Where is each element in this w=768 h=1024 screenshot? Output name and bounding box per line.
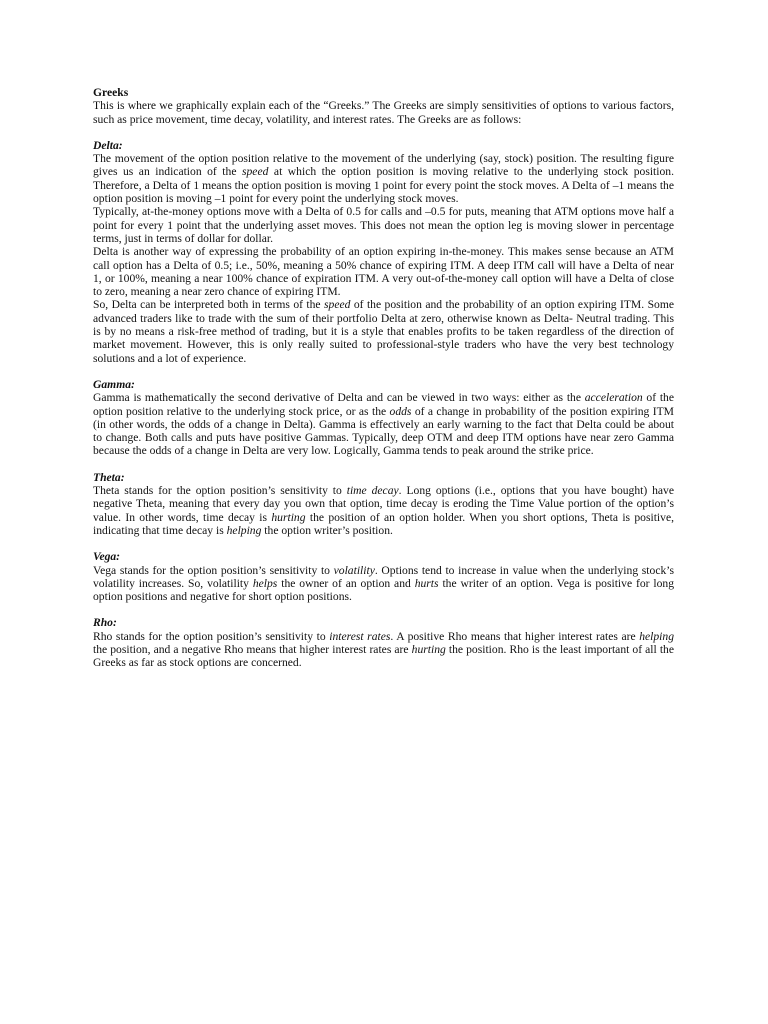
delta-paragraph-3: Delta is another way of expressing the probability of an option expiring in-the-money. This makes sense because an ATM call option has a Delta of 0.5; i.e., 50%, meaning a 50% chance of expiring ITM. A deep ITM call will have a Delta of near 1, or 100%, meaning a near 100% chance of expiration ITM. A very out-of-the-money call option will have a Delta of close to zero, meaning a near zero chance of expiring ITM. [93,245,674,299]
emphasis: helps [252,576,278,590]
text-run: . Options tend to increase in value when the underlying stock’s volatility increases. So, volatility [93,563,674,590]
gamma-heading: Gamma: [93,377,135,391]
emphasis: hurting [271,510,306,524]
emphasis: helping [226,523,262,537]
document-title: Greeks [93,86,129,99]
text-run: the option writer’s position. [261,523,393,537]
text-run: the writer of an option. Vega is positive for long option positions and negative for short option positions. [93,576,675,604]
text-run: Gamma is mathematically the second derivative of Delta and can be viewed in two ways: either as the [93,391,585,405]
delta-paragraph-1 [93,152,674,205]
delta-paragraph-2: Typically, at-the-money options move with a Delta of 0.5 for calls and –0.5 for puts, meaning that ATM options move half a point for every 1 point that the underlying asset moves. This does not mean the option leg is moving slower in percentage terms, just in terms of dollar for dollar. [93,205,674,245]
text-run: the position of an option holder. When you short options, Theta is positive, indicating that time decay is [93,510,674,537]
intro-paragraph: This is where we graphically explain each of the “Greeks.” The Greeks are simply sensitivities of options to various factors, such as price movement, time decay, volatility, and interest rates. The Greeks are as follows: [93,99,674,126]
text-run: of the option position relative to the underlying stock price, or as the [93,391,675,418]
text-run: Vega stands for the option position’s sensitivity to [93,563,334,577]
gamma-paragraph [93,391,674,457]
vega-heading: Vega: [93,550,121,564]
gamma-section [93,378,674,458]
emphasis: speed [242,165,269,179]
text-run: The movement of the option position relative to the movement of the underlying (say, stock) position. The resulting figure gives us an indication of the [93,152,674,179]
emphasis: hurting [411,642,446,656]
emphasis: acceleration [584,391,643,405]
vega-section [93,550,674,603]
emphasis: speed [324,298,351,312]
theta-section [93,471,674,537]
text-run: Rho stands for the option position’s sensitivity to [93,629,330,643]
theta-paragraph [93,484,674,537]
text-run: the position, and a negative Rho means that higher interest rates are [93,642,412,656]
text-run: of the position and the probability of an option expiring ITM. Some advanced traders like to trade with the sum of their portfolio Delta at zero, otherwise known as Delta- Neutral trading. This is by no means a risk-free method of trading, but it is a style that enables profits to be taken regardless of the direction of market movement. However, this is only really suited to professional-style traders who have the very best technology solutions and a lot of experience. [93,298,674,365]
text-run: at which the option position is moving relative to the underlying stock position. Therefore, a Delta of 1 means the option position is moving 1 point for every point the stock moves. A Delta of –1 means the option position is moving –1 point for every point the underlying stock moves. [93,165,674,206]
text-run: . A positive Rho means that higher interest rates are [390,629,640,643]
emphasis: helping [639,629,674,643]
text-run: of a change in probability of the position expiring ITM (in other words, the odds of a change in Delta). Gamma is effectively an early warning to the fact that Delta could be about to change. Both calls and puts have positive Gammas. Typically, deep OTM and deep ITM options have near zero Gamma because the odds of a change in Delta are very low. Logically, Gamma tends to peak around the strike price. [93,404,674,458]
rho-section [93,616,674,669]
emphasis: interest rates [329,629,391,643]
delta-section [93,139,674,365]
delta-paragraph-4 [93,298,674,364]
delta-heading: Delta: [93,138,123,152]
emphasis: volatility [333,563,375,577]
emphasis: time decay [346,484,399,498]
theta-heading: Theta: [93,470,125,484]
text-run: the owner of an option and [277,576,415,590]
document-page [93,86,674,670]
emphasis: hurts [414,576,439,590]
emphasis: odds [389,404,412,418]
text-run: . Long options (i.e., options that you have bought) have negative Theta, meaning that every day you own that option, time decay is eroding the Time Value portion of the option’s value. In other words, time decay is [93,484,675,524]
rho-paragraph [93,630,674,670]
rho-heading: Rho: [93,616,117,630]
text-run: Theta stands for the option position’s sensitivity to [93,484,347,498]
text-run: So, Delta can be interpreted both in terms of the [93,298,325,312]
text-run: the position. Rho is the least important of all the Greeks as far as stock options are concerned. [93,642,674,670]
vega-paragraph [93,564,674,604]
